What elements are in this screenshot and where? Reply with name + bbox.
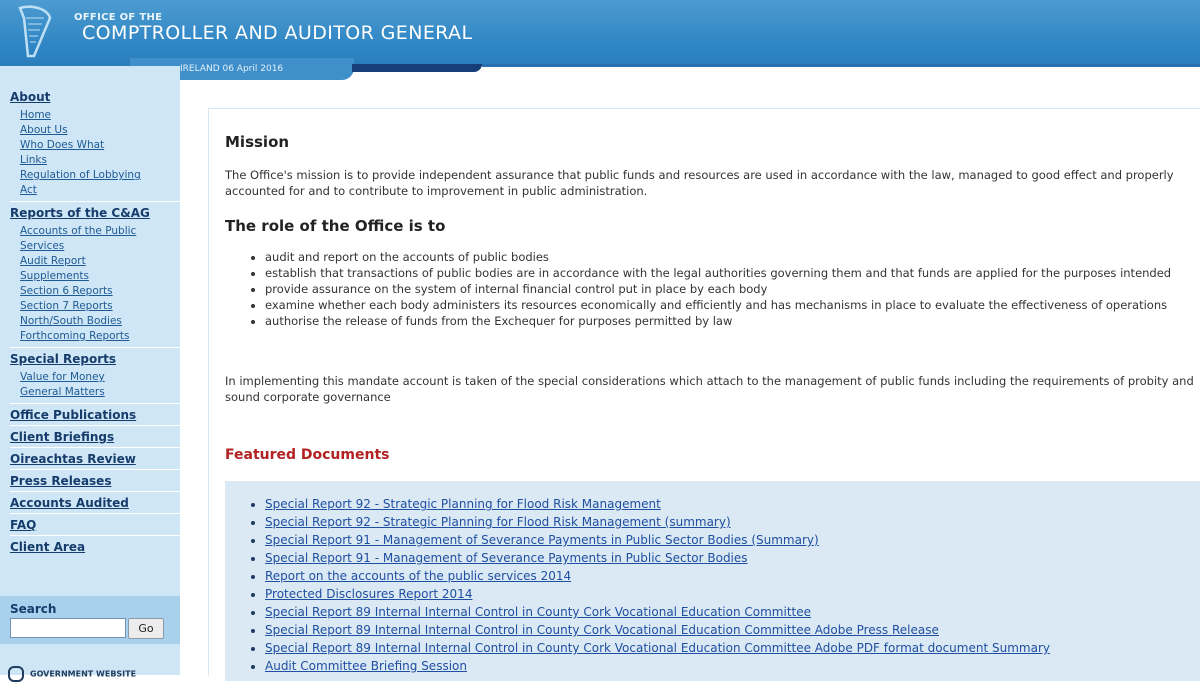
list-item: • establish that transactions of public bodies are in accordance with the legal authorities governing them and that funds are applied for the purposes intended <box>265 265 1200 281</box>
featured-doc-link[interactable]: Special Report 89 Internal Internal Control in County Cork Vocational Education Committee Adobe Press Release <box>265 623 939 637</box>
search-panel <box>0 596 180 644</box>
header-accent-bar <box>352 64 482 72</box>
sidebar-section-special[interactable]: Special Reports <box>10 352 116 366</box>
list-item: • authorise the release of funds from the Exchequer for purposes permitted by law <box>265 313 1200 329</box>
sidebar-item-section7[interactable]: Section 7 Reports <box>20 300 113 312</box>
list-item <box>265 531 1200 549</box>
featured-doc-link[interactable]: Special Report 91 - Management of Severance Payments in Public Sector Bodies (Summary) <box>265 533 819 547</box>
search-label: Search <box>10 602 57 616</box>
featured-doc-link[interactable]: Report on the accounts of the public services 2014 <box>265 569 572 583</box>
featured-heading: Featured Documents <box>225 447 390 463</box>
featured-doc-link[interactable]: Special Report 89 Internal Internal Control in County Cork Vocational Education Committee <box>265 605 811 619</box>
mission-heading: Mission <box>225 133 290 151</box>
sidebar-link-accounts-audited[interactable]: Accounts Audited <box>10 496 129 510</box>
sidebar-item-section6[interactable]: Section 6 Reports <box>20 285 113 297</box>
sidebar-divider <box>10 513 182 514</box>
featured-doc-link[interactable]: Special Report 92 - Strategic Planning for Flood Risk Management <box>265 497 661 511</box>
sidebar-link-faq[interactable]: FAQ <box>10 518 37 532</box>
list-item <box>265 549 1200 567</box>
sidebar-item-accounts-public[interactable]: Accounts of the Public <box>20 225 137 237</box>
featured-doc-link[interactable]: Audit Committee Briefing Session <box>265 659 467 673</box>
sidebar-divider <box>10 447 182 448</box>
sidebar-item-home[interactable]: Home <box>20 109 52 121</box>
list-item <box>265 621 1200 639</box>
implementing-text: In implementing this mandate account is taken of the special considerations which attach to the management of public funds including the requirements of probity and sound corporate governance <box>225 374 1194 404</box>
featured-documents-panel <box>225 481 1200 681</box>
government-seal-icon <box>8 666 24 682</box>
sidebar-nav <box>10 90 172 554</box>
role-list <box>225 249 1200 329</box>
sidebar-item-about-us[interactable]: About Us <box>20 124 68 136</box>
sidebar-divider <box>10 403 182 404</box>
list-item <box>265 585 1200 603</box>
sidebar-item-act[interactable]: Act <box>20 184 37 196</box>
sidebar-section-about[interactable]: About <box>10 90 51 104</box>
main-content <box>208 108 1200 676</box>
sidebar <box>0 66 180 679</box>
sidebar-divider <box>10 535 182 536</box>
sidebar-link-press-releases[interactable]: Press Releases <box>10 474 112 488</box>
sidebar-item-value-for-money[interactable]: Value for Money <box>20 371 105 383</box>
sidebar-divider <box>10 201 182 202</box>
sidebar-item-who-does-what[interactable]: Who Does What <box>20 139 105 151</box>
sidebar-item-services[interactable]: Services <box>20 240 65 252</box>
list-item <box>265 603 1200 621</box>
sidebar-item-audit-report[interactable]: Audit Report <box>20 255 86 267</box>
header-divider <box>482 64 1200 67</box>
sidebar-link-oireachtas-review[interactable]: Oireachtas Review <box>10 452 136 466</box>
featured-doc-link[interactable]: Special Report 91 - Management of Severance Payments in Public Sector Bodies <box>265 551 748 565</box>
sidebar-item-links[interactable]: Links <box>20 154 47 166</box>
sidebar-item-north-south[interactable]: North/South Bodies <box>20 315 122 327</box>
list-item <box>265 567 1200 585</box>
sidebar-item-forthcoming[interactable]: Forthcoming Reports <box>20 330 130 342</box>
list-item: • audit and report on the accounts of public bodies <box>265 249 1200 265</box>
featured-list <box>225 481 1200 675</box>
featured-doc-link[interactable]: Special Report 89 Internal Internal Control in County Cork Vocational Education Committee Adobe PDF format document Summary <box>265 641 1050 655</box>
sidebar-link-client-briefings[interactable]: Client Briefings <box>10 430 115 444</box>
search-input[interactable] <box>10 618 126 638</box>
sidebar-item-supplements[interactable]: Supplements <box>20 270 89 282</box>
sidebar-divider <box>10 347 182 348</box>
government-website-badge <box>8 666 136 682</box>
sidebar-section-reports[interactable]: Reports of the C&AG <box>10 206 150 220</box>
list-item <box>265 495 1200 513</box>
sidebar-divider <box>10 469 182 470</box>
sidebar-link-office-publications[interactable]: Office Publications <box>10 408 137 422</box>
org-name: COMPTROLLER AND AUDITOR GENERAL <box>82 22 473 44</box>
list-item: • provide assurance on the system of internal financial control put in place by each body <box>265 281 1200 297</box>
sidebar-divider <box>10 491 182 492</box>
harp-icon <box>14 4 54 60</box>
sidebar-link-client-area[interactable]: Client Area <box>10 540 86 554</box>
sidebar-item-lobbying[interactable]: Regulation of Lobbying <box>20 169 141 181</box>
org-name-small: OFFICE OF THE <box>74 12 163 23</box>
sidebar-divider <box>10 425 182 426</box>
featured-doc-link[interactable]: Protected Disclosures Report 2014 <box>265 587 473 601</box>
government-website-label: GOVERNMENT WEBSITE <box>30 669 137 679</box>
featured-doc-link[interactable]: Special Report 92 - Strategic Planning for Flood Risk Management (summary) <box>265 515 731 529</box>
date-label: IRELAND 06 April 2016 <box>180 64 284 74</box>
list-item <box>265 513 1200 531</box>
sidebar-item-general-matters[interactable]: General Matters <box>20 386 105 398</box>
list-item <box>265 639 1200 657</box>
list-item <box>265 657 1200 675</box>
site-header <box>0 0 1200 66</box>
search-go-button[interactable]: Go <box>128 618 164 639</box>
list-item: • examine whether each body administers its resources economically and efficiently and has mechanisms in place to evaluate the effectiveness of operations <box>265 297 1200 313</box>
role-heading: The role of the Office is to <box>225 217 446 235</box>
mission-text: The Office's mission is to provide independent assurance that public funds and resources are used in accordance with the law, managed to good effect and properly accounted for and to contribute to improvement in public administration. <box>225 168 1174 198</box>
